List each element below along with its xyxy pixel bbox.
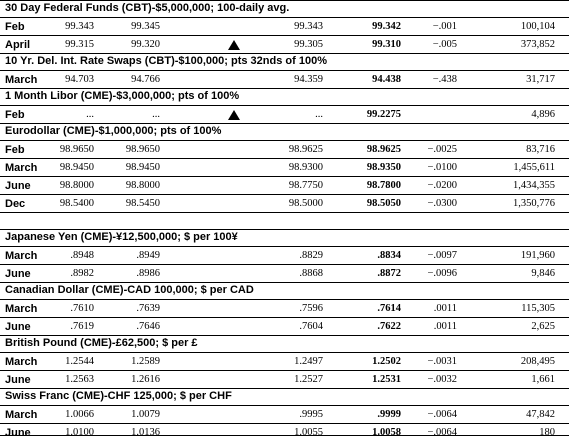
price-change: .0011 [433, 303, 457, 314]
table-row [0, 176, 569, 194]
section-title: British Pound (CME)-£62,500; $ per £ [5, 337, 198, 349]
high-price: 1.2616 [131, 374, 160, 385]
high-price: 1.0079 [131, 409, 160, 420]
high-price: .8986 [136, 268, 160, 279]
open-interest: 208,495 [520, 356, 555, 367]
high-price: 98.8000 [125, 180, 160, 191]
open-price: 94.703 [65, 74, 94, 85]
section-title: Eurodollar (CME)-$1,000,000; pts of 100% [5, 125, 222, 137]
table-row [0, 105, 569, 123]
table-row [0, 405, 569, 423]
price-change: .0011 [433, 321, 457, 332]
low-price: 99.343 [294, 21, 323, 32]
open-price: ... [86, 109, 94, 120]
section-header [0, 282, 569, 299]
high-price: ... [152, 109, 160, 120]
price-change: −.0200 [427, 180, 457, 191]
price-change: −.0100 [427, 162, 457, 173]
settle-price: 99.342 [372, 21, 401, 32]
section-title: Swiss Franc (CME)-CHF 125,000; $ per CHF [5, 390, 232, 402]
open-interest: 191,960 [520, 250, 555, 261]
high-price: .7639 [136, 303, 160, 314]
low-price: 98.9625 [288, 144, 323, 155]
settle-price: 94.438 [372, 74, 401, 85]
settle-price: .7622 [377, 321, 401, 332]
high-price: 98.5450 [125, 198, 160, 209]
price-change: −.0096 [427, 268, 457, 279]
low-price: ... [315, 109, 323, 120]
contract-month: March [5, 250, 38, 262]
settle-price: .8834 [377, 250, 401, 261]
settle-price: 1.0058 [372, 427, 401, 438]
section-header [0, 229, 569, 246]
price-change: −.0032 [427, 374, 457, 385]
contract-month: Feb [5, 144, 25, 156]
price-change: −.0025 [427, 144, 457, 155]
settle-price: 98.9625 [366, 144, 401, 155]
high-price: 98.9650 [125, 144, 160, 155]
settle-price: 98.5050 [366, 198, 401, 209]
price-change: −.0064 [427, 409, 457, 420]
section-header [0, 88, 569, 105]
contract-month: March [5, 409, 38, 421]
open-price: 1.0100 [65, 427, 94, 438]
open-price: 99.315 [65, 39, 94, 50]
low-price: 1.2497 [294, 356, 323, 367]
table-row [0, 423, 569, 441]
table-row [0, 370, 569, 388]
open-interest: 1,434,355 [513, 180, 555, 191]
section-header [0, 0, 569, 17]
section-title: 1 Month Libor (CME)-$3,000,000; pts of 100% [5, 90, 240, 102]
low-price: .7596 [299, 303, 323, 314]
low-price: .8829 [299, 250, 323, 261]
high-price: 99.345 [131, 21, 160, 32]
table-row [0, 35, 569, 53]
contract-month: Feb [5, 21, 25, 33]
open-price: 98.9650 [59, 144, 94, 155]
open-interest: 115,305 [521, 303, 555, 314]
contract-month: Feb [5, 109, 25, 121]
section-title: Japanese Yen (CME)-¥12,500,000; $ per 100¥ [5, 231, 238, 243]
low-price: .8868 [299, 268, 323, 279]
settle-price: 1.2531 [372, 374, 401, 385]
section-title: 10 Yr. Del. Int. Rate Swaps (CBT)-$100,000; pts 32nds of 100% [5, 55, 327, 67]
settle-price: 98.7800 [366, 180, 401, 191]
low-price: 98.9300 [288, 162, 323, 173]
low-price: 94.359 [294, 74, 323, 85]
high-price: 94.766 [131, 74, 160, 85]
contract-month: March [5, 303, 38, 315]
high-price: 1.2589 [131, 356, 160, 367]
low-price: 98.5000 [288, 198, 323, 209]
table-row [0, 158, 569, 176]
table-row [0, 70, 569, 88]
open-interest: 100,104 [520, 21, 555, 32]
open-price: .8948 [70, 250, 94, 261]
open-interest: 47,842 [526, 409, 555, 420]
table-row [0, 264, 569, 282]
open-price: 1.0066 [65, 409, 94, 420]
open-interest: 4,896 [531, 109, 555, 120]
settle-price: .7614 [377, 303, 401, 314]
price-change: −.0300 [427, 198, 457, 209]
open-interest: 180 [539, 427, 555, 438]
table-row [0, 17, 569, 35]
section-title: Canadian Dollar (CME)-CAD 100,000; $ per CAD [5, 284, 254, 296]
low-price: 98.7750 [288, 180, 323, 191]
low-price: .7604 [299, 321, 323, 332]
price-change: −.005 [432, 39, 457, 50]
open-interest: 1,350,776 [513, 198, 555, 209]
contract-month: June [5, 321, 31, 333]
low-price: 1.0055 [294, 427, 323, 438]
table-row [0, 140, 569, 158]
low-price: .9995 [299, 409, 323, 420]
contract-month: March [5, 74, 38, 86]
open-interest: 1,455,611 [513, 162, 555, 173]
blank-row [0, 212, 569, 229]
contract-month: June [5, 268, 31, 280]
settle-price: 98.9350 [366, 162, 401, 173]
section-title: 30 Day Federal Funds (CBT)-$5,000,000; 100-daily avg. [5, 2, 290, 14]
open-price: 1.2563 [65, 374, 94, 385]
settle-price: 1.2502 [372, 356, 401, 367]
price-change: −.0031 [427, 356, 457, 367]
open-price: 98.5400 [59, 198, 94, 209]
open-interest: 2,625 [531, 321, 555, 332]
high-price: 1.0136 [131, 427, 160, 438]
table-row [0, 299, 569, 317]
contract-month: June [5, 180, 31, 192]
table-row [0, 352, 569, 370]
section-header [0, 335, 569, 352]
open-interest: 1,661 [531, 374, 555, 385]
contract-month: March [5, 162, 38, 174]
open-price: 1.2544 [65, 356, 94, 367]
low-price: 1.2527 [294, 374, 323, 385]
section-header [0, 53, 569, 70]
high-price: 99.320 [131, 39, 160, 50]
contract-month: June [5, 374, 31, 386]
low-price: 99.305 [294, 39, 323, 50]
open-price: 98.8000 [59, 180, 94, 191]
price-change: −.0097 [427, 250, 457, 261]
open-interest: 373,852 [520, 39, 555, 50]
section-header [0, 123, 569, 140]
high-price: .7646 [136, 321, 160, 332]
open-interest: 9,846 [531, 268, 555, 279]
contract-month: June [5, 427, 31, 439]
up-arrow-icon [228, 110, 240, 120]
open-price: .7610 [70, 303, 94, 314]
contract-month: March [5, 356, 38, 368]
open-interest: 83,716 [526, 144, 555, 155]
price-change: −.001 [432, 21, 457, 32]
settle-price: 99.310 [372, 39, 401, 50]
open-price: 99.343 [65, 21, 94, 32]
table-row [0, 194, 569, 212]
contract-month: Dec [5, 198, 26, 210]
settle-price: 99.2275 [366, 109, 401, 120]
open-price: .7619 [70, 321, 94, 332]
high-price: 98.9450 [125, 162, 160, 173]
open-price: 98.9450 [59, 162, 94, 173]
settle-price: .9999 [377, 409, 401, 420]
up-arrow-icon [228, 40, 240, 50]
price-change: −.438 [432, 74, 457, 85]
settle-price: .8872 [377, 268, 401, 279]
price-change: −.0064 [427, 427, 457, 438]
open-interest: 31,717 [526, 74, 555, 85]
table-row [0, 246, 569, 264]
open-price: .8982 [70, 268, 94, 279]
high-price: .8949 [136, 250, 160, 261]
table-row [0, 317, 569, 335]
section-header [0, 388, 569, 405]
contract-month: April [5, 39, 31, 51]
